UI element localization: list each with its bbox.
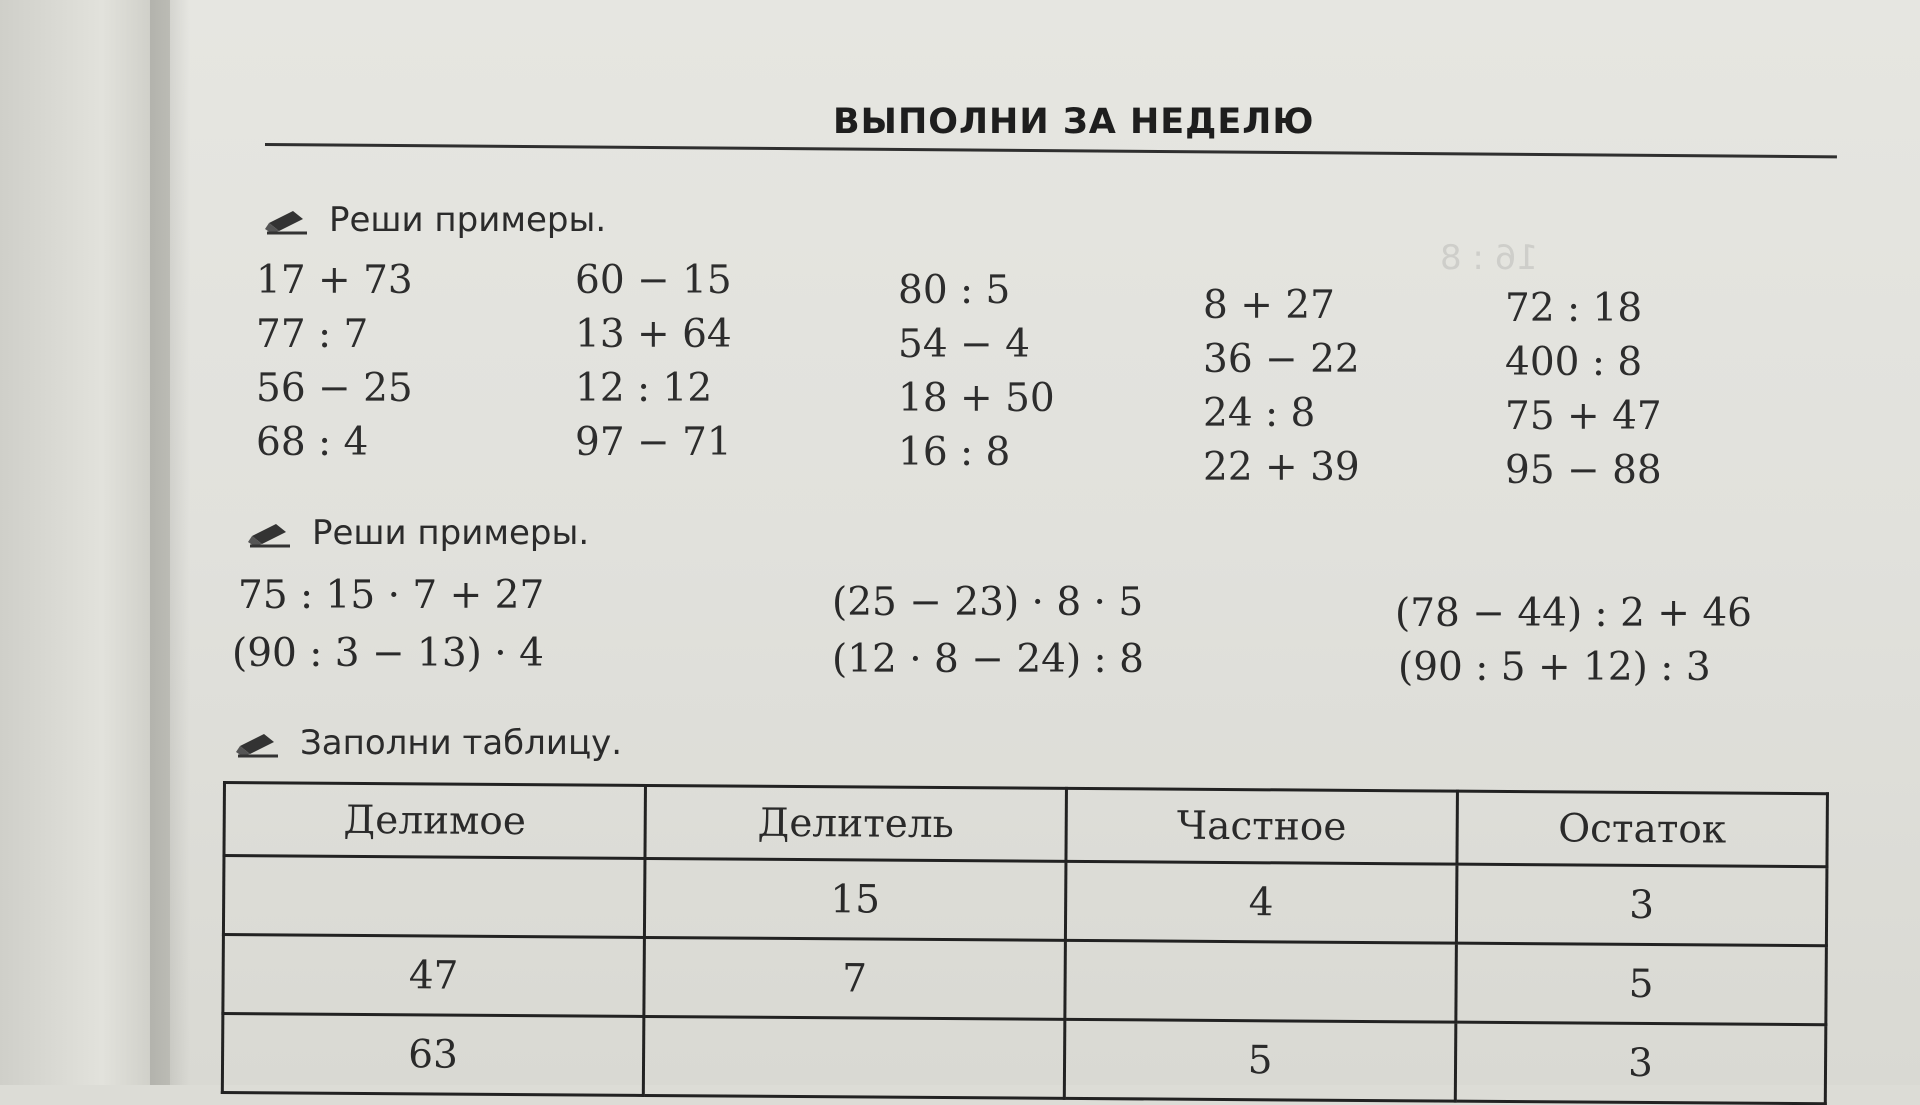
left-page-edge	[0, 0, 170, 1085]
table-header-row	[224, 783, 1827, 867]
task3-label: Заполни таблицу.	[300, 723, 623, 763]
page-title: ВЫПОЛНИ ЗА НЕДЕЛЮ	[833, 102, 1315, 142]
task1-column-1	[256, 254, 413, 470]
pencil-icon	[246, 518, 294, 548]
bleed-through-text: 16 : 8	[1440, 238, 1538, 278]
equation: 36 − 22	[1203, 337, 1360, 382]
table-cell[interactable]: 7	[644, 937, 1066, 1019]
table-cell[interactable]	[223, 856, 645, 938]
expression: (12 · 8 − 24) : 8	[832, 637, 1144, 682]
equation: 72 : 18	[1505, 286, 1643, 331]
equation: 24 : 8	[1203, 391, 1316, 436]
header-remainder: Остаток	[1457, 791, 1828, 867]
equation: 17 + 73	[256, 258, 413, 303]
pencil-icon	[263, 205, 311, 235]
task1-column-4	[1203, 279, 1360, 495]
task1-column-5	[1505, 282, 1662, 498]
division-table	[221, 781, 1829, 1105]
table-cell[interactable]: 3	[1456, 864, 1827, 946]
expression: (78 − 44) : 2 + 46	[1395, 591, 1752, 636]
expression: 75 : 15 · 7 + 27	[238, 573, 545, 618]
equation: 56 − 25	[256, 366, 413, 411]
equation: 60 − 15	[575, 258, 732, 303]
equation: 16 : 8	[898, 430, 1011, 475]
task1-column-2	[575, 254, 732, 470]
expression: (90 : 3 − 13) · 4	[232, 631, 544, 676]
equation: 54 − 4	[898, 322, 1030, 367]
task1-heading	[263, 200, 606, 240]
equation: 77 : 7	[256, 312, 369, 357]
equation: 13 + 64	[575, 312, 732, 357]
equation: 95 − 88	[1505, 448, 1662, 493]
equation: 12 : 12	[575, 366, 713, 411]
table-cell[interactable]: 5	[1456, 943, 1827, 1025]
table-cell[interactable]	[643, 1016, 1065, 1098]
task2-label: Реши примеры.	[312, 513, 590, 553]
equation: 8 + 27	[1203, 283, 1335, 328]
equation: 75 + 47	[1505, 394, 1662, 439]
table-cell[interactable]: 15	[644, 858, 1066, 940]
table-cell[interactable]: 4	[1065, 861, 1457, 943]
equation: 80 : 5	[898, 268, 1011, 313]
table-row	[223, 935, 1827, 1025]
equation: 22 + 39	[1203, 445, 1360, 490]
table-cell[interactable]	[1065, 940, 1457, 1022]
pencil-icon	[234, 728, 282, 758]
expression: (90 : 5 + 12) : 3	[1398, 645, 1711, 690]
header-divisor: Делитель	[645, 785, 1066, 861]
task3-heading	[234, 723, 622, 763]
equation: 18 + 50	[898, 376, 1055, 421]
table-cell[interactable]: 63	[222, 1014, 644, 1096]
header-quotient: Частное	[1066, 788, 1458, 864]
equation: 400 : 8	[1505, 340, 1643, 385]
task1-label: Реши примеры.	[329, 200, 607, 240]
header-dividend: Делимое	[224, 783, 645, 859]
task2-heading	[246, 513, 589, 553]
expression: (25 − 23) · 8 · 5	[832, 580, 1144, 625]
task1-column-3	[898, 264, 1055, 480]
table-cell[interactable]: 5	[1064, 1019, 1456, 1101]
table-row	[223, 856, 1827, 946]
equation: 68 : 4	[256, 420, 369, 465]
table-cell[interactable]: 47	[223, 935, 645, 1017]
table-row	[222, 1014, 1826, 1104]
equation: 97 − 71	[575, 420, 732, 465]
page-gutter	[150, 0, 190, 1085]
table-cell[interactable]: 3	[1455, 1022, 1826, 1104]
